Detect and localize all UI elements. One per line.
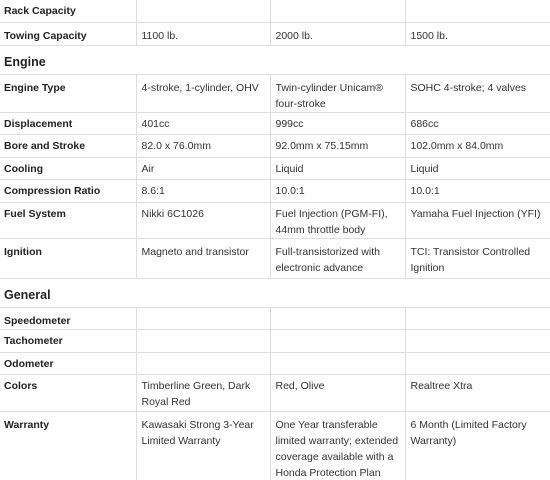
spec-value — [270, 307, 405, 329]
spec-label: Fuel System — [0, 202, 136, 238]
spec-value: One Year transferable limited warranty; extended coverage available with a Honda Protection Plan — [270, 411, 405, 480]
spec-value: Air — [136, 157, 270, 179]
spec-row-tachometer — [0, 329, 550, 352]
spec-label: Warranty — [0, 411, 136, 480]
spec-value: Magneto and transistor — [136, 238, 270, 278]
spec-row-rack-capacity — [0, 0, 550, 22]
spec-value: 10.0:1 — [405, 179, 550, 202]
section-engine — [0, 45, 550, 74]
spec-value — [136, 307, 270, 329]
spec-label: Engine Type — [0, 74, 136, 112]
spec-value — [136, 329, 270, 352]
spec-value — [270, 352, 405, 374]
spec-value: Twin-cylinder Unicam® four-stroke — [270, 74, 405, 112]
spec-value: Nikki 6C1026 — [136, 202, 270, 238]
spec-value — [270, 0, 405, 22]
spec-value: 8.6:1 — [136, 179, 270, 202]
spec-value — [270, 329, 405, 352]
spec-label: Rack Capacity — [4, 5, 76, 17]
spec-value: 1500 lb. — [405, 22, 550, 45]
spec-row-cooling — [0, 157, 550, 179]
spec-value — [136, 0, 270, 22]
spec-value: TCI: Transistor Controlled Ignition — [405, 238, 550, 278]
spec-value: Realtree Xtra — [405, 374, 550, 411]
spec-label: Bore and Stroke — [0, 134, 136, 157]
spec-row-compression-ratio — [0, 179, 550, 202]
spec-row-odometer — [0, 352, 550, 374]
spec-value: Fuel Injection (PGM-FI), 44mm throttle body — [270, 202, 405, 238]
spec-value: Timberline Green, Dark Royal Red — [136, 374, 270, 411]
spec-label: Displacement — [0, 112, 136, 134]
spec-value: 2000 lb. — [270, 22, 405, 45]
spec-value: 82.0 x 76.0mm — [136, 134, 270, 157]
spec-row-displacement — [0, 112, 550, 134]
spec-row-engine-type — [0, 74, 550, 112]
spec-value — [405, 0, 550, 22]
section-general — [0, 278, 550, 307]
spec-value: 686cc — [405, 112, 550, 134]
spec-row-bore-stroke — [0, 134, 550, 157]
spec-value: 10.0:1 — [270, 179, 405, 202]
spec-row-fuel-system — [0, 202, 550, 238]
spec-value: 4-stroke, 1-cylinder, OHV — [136, 74, 270, 112]
section-title-engine: Engine — [4, 54, 46, 69]
spec-value — [136, 352, 270, 374]
spec-row-speedometer — [0, 307, 550, 329]
spec-label: Speedometer — [0, 307, 136, 329]
spec-value: 999cc — [270, 112, 405, 134]
spec-value: 1100 lb. — [136, 22, 270, 45]
spec-value: Liquid — [405, 157, 550, 179]
spec-value: Liquid — [270, 157, 405, 179]
section-title-general: General — [4, 287, 51, 302]
spec-row-warranty — [0, 411, 550, 480]
spec-value — [405, 329, 550, 352]
spec-label: Cooling — [0, 157, 136, 179]
spec-value: 102.0mm x 84.0mm — [405, 134, 550, 157]
spec-value: Kawasaki Strong 3-Year Limited Warranty — [136, 411, 270, 480]
spec-row-ignition — [0, 238, 550, 278]
spec-value: 401cc — [136, 112, 270, 134]
spec-label: Tachometer — [0, 329, 136, 352]
spec-value — [405, 307, 550, 329]
spec-value — [405, 352, 550, 374]
spec-value: 6 Month (Limited Factory Warranty) — [405, 411, 550, 480]
spec-value: SOHC 4-stroke; 4 valves — [405, 74, 550, 112]
spec-label: Colors — [0, 374, 136, 411]
spec-row-towing-capacity — [0, 22, 550, 45]
spec-label: Ignition — [0, 238, 136, 278]
spec-value: Red, Olive — [270, 374, 405, 411]
spec-value: Full-transistorized with electronic advance — [270, 238, 405, 278]
spec-value: Yamaha Fuel Injection (YFI) — [405, 202, 550, 238]
spec-row-colors — [0, 374, 550, 411]
spec-label: Compression Ratio — [0, 179, 136, 202]
spec-value: 92.0mm x 75.15mm — [270, 134, 405, 157]
spec-label: Odometer — [0, 352, 136, 374]
spec-label: Towing Capacity — [0, 22, 136, 45]
